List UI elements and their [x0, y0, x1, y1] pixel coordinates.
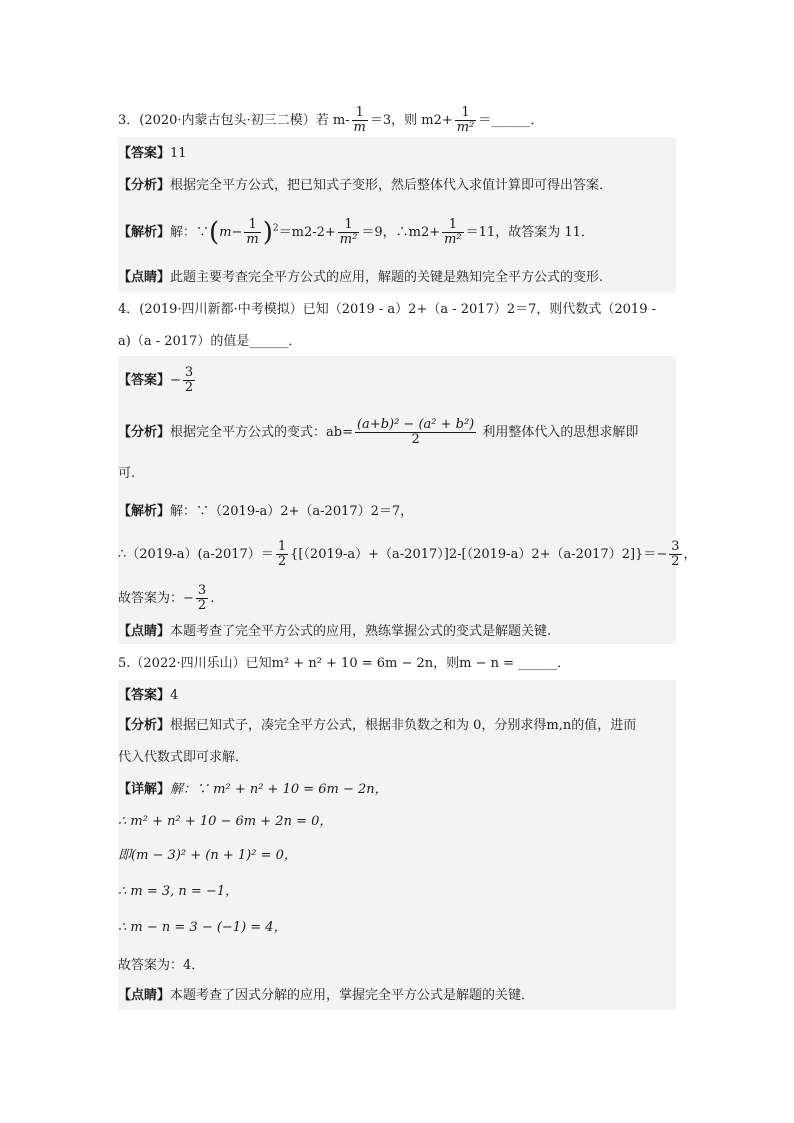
q4-solution-line1-text: 解：∵（2019-a）2+（a-2017）2＝7， [170, 504, 414, 519]
q4-comment [118, 622, 551, 642]
q5-detail-line3: 即(m − 3)² + (n + 1)² = 0， [118, 848, 297, 863]
q4-solution-line1 [118, 502, 413, 522]
q5-analysis-label: 【分析】 [118, 718, 171, 733]
q5-detail-line1 [118, 780, 388, 800]
q3-stem-mid: ＝3，则 m2+ [369, 113, 453, 128]
q3-analysis-label: 【分析】 [118, 178, 171, 193]
q4-stem-line1: 4．(2019·四川新都·中考模拟）已知（2019 - a）2+（a - 2017）2＝7，则代数式（2019 - [118, 302, 656, 317]
q4-solution-line3-frac [196, 584, 208, 613]
q3-stem-frac2-den: m² [456, 120, 475, 135]
q3-comment-text: 此题主要考查完全平方公式的应用，解题的关键是熟知完全平方公式的变形. [170, 270, 604, 285]
q4-stem-line2: a)（a - 2017）的值是______． [118, 334, 302, 349]
q3-solution-paren-close: ) [262, 217, 273, 248]
q5-stem: 5.（2022·四川乐山）已知m² + n² + 10 = 6m − 2n，则m − n = ______． [118, 656, 571, 671]
q4-answer-label: 【答案】 [118, 373, 171, 388]
q3-answer [118, 144, 187, 164]
q3-answer-value: 11 [170, 146, 187, 161]
q4-solution-label: 【解析】 [118, 504, 171, 519]
q4-solution-line2-frac2 [669, 540, 681, 569]
q3-stem-suffix: ＝______． [478, 113, 544, 128]
q4-solution-line2-frac2-den: 2 [671, 554, 680, 569]
q4-solution-line3-suffix: . [210, 591, 215, 606]
q5-comment-text: 本题考查了因式分解的应用，掌握完全平方公式是解题的关键． [170, 988, 535, 1003]
q4-comment-text: 本题考查了完全平方公式的应用，熟练掌握公式的变式是解题关键. [170, 624, 552, 639]
q4-answer-fraction [183, 366, 195, 395]
q3-comment [118, 268, 603, 288]
q5-analysis-line2: 代入代数式即可求解． [118, 750, 249, 765]
q4-solution-line2-suffix: ， [683, 547, 697, 562]
q3-solution-frac-c: $\frac{1}{\text{m²}}$ [444, 217, 462, 247]
q3-solution-suffix: ＝11，故答案为 11． [465, 225, 594, 240]
q4-comment-label: 【点睛】 [118, 624, 171, 639]
q4-answer-sign: − [170, 373, 181, 388]
q5-analysis-line1 [118, 716, 636, 736]
q3-analysis [118, 176, 612, 196]
q4-solution-line2 [118, 540, 697, 569]
q3-solution-prefix: 解：∵ [170, 225, 210, 240]
q4-solution-line2-frac-num: 1 [277, 539, 287, 554]
q3-solution-paren-open: ( [209, 217, 220, 248]
q5-detail-line6: 故答案为：4． [118, 958, 205, 973]
q5-answer [118, 686, 178, 706]
q3-stem-frac-den: m [353, 120, 366, 135]
q5-answer-label: 【答案】 [118, 688, 171, 703]
q3-solution-mid2: ＝9，∴m2+ [361, 225, 441, 240]
q3-stem-frac2-num: 1 [455, 106, 477, 121]
q3-answer-label: 【答案】 [118, 146, 171, 161]
q4-analysis-suffix: 利用整体代入的思想求解即 [482, 425, 639, 440]
q5-detail-line4: ∴ m = 3, n = −1， [118, 884, 239, 899]
q5-detail-line5: ∴ m − n = 3 − (−1) = 4， [118, 920, 287, 935]
q4-solution-line2-frac-den: 2 [277, 554, 287, 569]
q4-answer-num: 3 [184, 365, 194, 380]
q5-detail-line2: ∴ m² + n² + 10 − 6m + 2n = 0， [118, 814, 333, 829]
q3-solution-frac-b: $\frac{1}{\text{m²}}$ [339, 217, 358, 247]
q4-analysis [118, 418, 638, 447]
q4-solution-line3-den: 2 [197, 598, 207, 613]
q4-answer [118, 366, 197, 395]
q5-comment-label: 【点睛】 [118, 988, 171, 1003]
q3-stem [118, 106, 543, 135]
q4-solution-line2-prefix: ∴（2019-a）(a-2017）＝ [118, 547, 274, 562]
q5-answer-value: 4 [170, 688, 179, 703]
q3-stem-fraction [352, 106, 368, 135]
q3-solution-label: 【解析】 [118, 225, 171, 240]
q4-solution-line2-frac2-num: 3 [671, 539, 680, 554]
q4-solution-line3-num: 3 [197, 583, 207, 598]
q5-analysis-line1-text: 根据已知式子，凑完全平方公式，根据非负数之和为 0，分别求得m,n的值，进而 [170, 718, 637, 733]
q3-solution-mid: ＝m2-2+ [278, 225, 336, 240]
q5-detail-line1-text: 解：∵ m² + n² + 10 = 6m − 2n， [170, 782, 388, 797]
q3-solution-m: m [219, 225, 232, 240]
q3-stem-frac-num: 1 [352, 106, 368, 121]
q3-solution: 【解析】解：∵(m− $\frac{1}{m}$ )$^2$＝m2-2+ $\frac{1}{\text{m²}}$ ＝9，∴m2+ $\frac{1}{\text{m²}}$ ＝11，故答案为 11． [118, 217, 594, 248]
q4-solution-line3 [118, 584, 214, 613]
q4-analysis-label: 【分析】 [118, 425, 171, 440]
q4-analysis-frac-num: (a+b)² − (a² + b²) [356, 417, 475, 432]
q5-detail-label: 【详解】 [118, 782, 171, 797]
q4-answer-den: 2 [184, 380, 194, 395]
q4-analysis-frac-den: 2 [411, 432, 420, 447]
q3-comment-label: 【点睛】 [118, 270, 171, 285]
q5-comment [118, 986, 534, 1006]
q4-solution-line2-mid: {[（2019-a）+（a-2017）]2-[（2019-a）2+（a-2017）2]}＝− [290, 547, 668, 562]
q4-solution-line2-frac [276, 540, 288, 569]
q4-solution-line3-prefix: 故答案为：− [118, 591, 194, 606]
q3-stem-fraction-2 [455, 106, 477, 135]
q4-analysis-line2: 可. [118, 466, 136, 481]
q3-stem-prefix: 3．(2020·内蒙古包头·初三二模）若 m- [118, 113, 350, 128]
q4-analysis-prefix: 根据完全平方公式的变式：ab= [170, 425, 353, 440]
q3-analysis-text: 根据完全平方公式，把已知式子变形，然后整体代入求值计算即可得出答案． [170, 178, 613, 193]
q4-analysis-fraction [355, 418, 476, 447]
q3-solution-frac-a: $\frac{1}{m}$ [246, 217, 259, 247]
